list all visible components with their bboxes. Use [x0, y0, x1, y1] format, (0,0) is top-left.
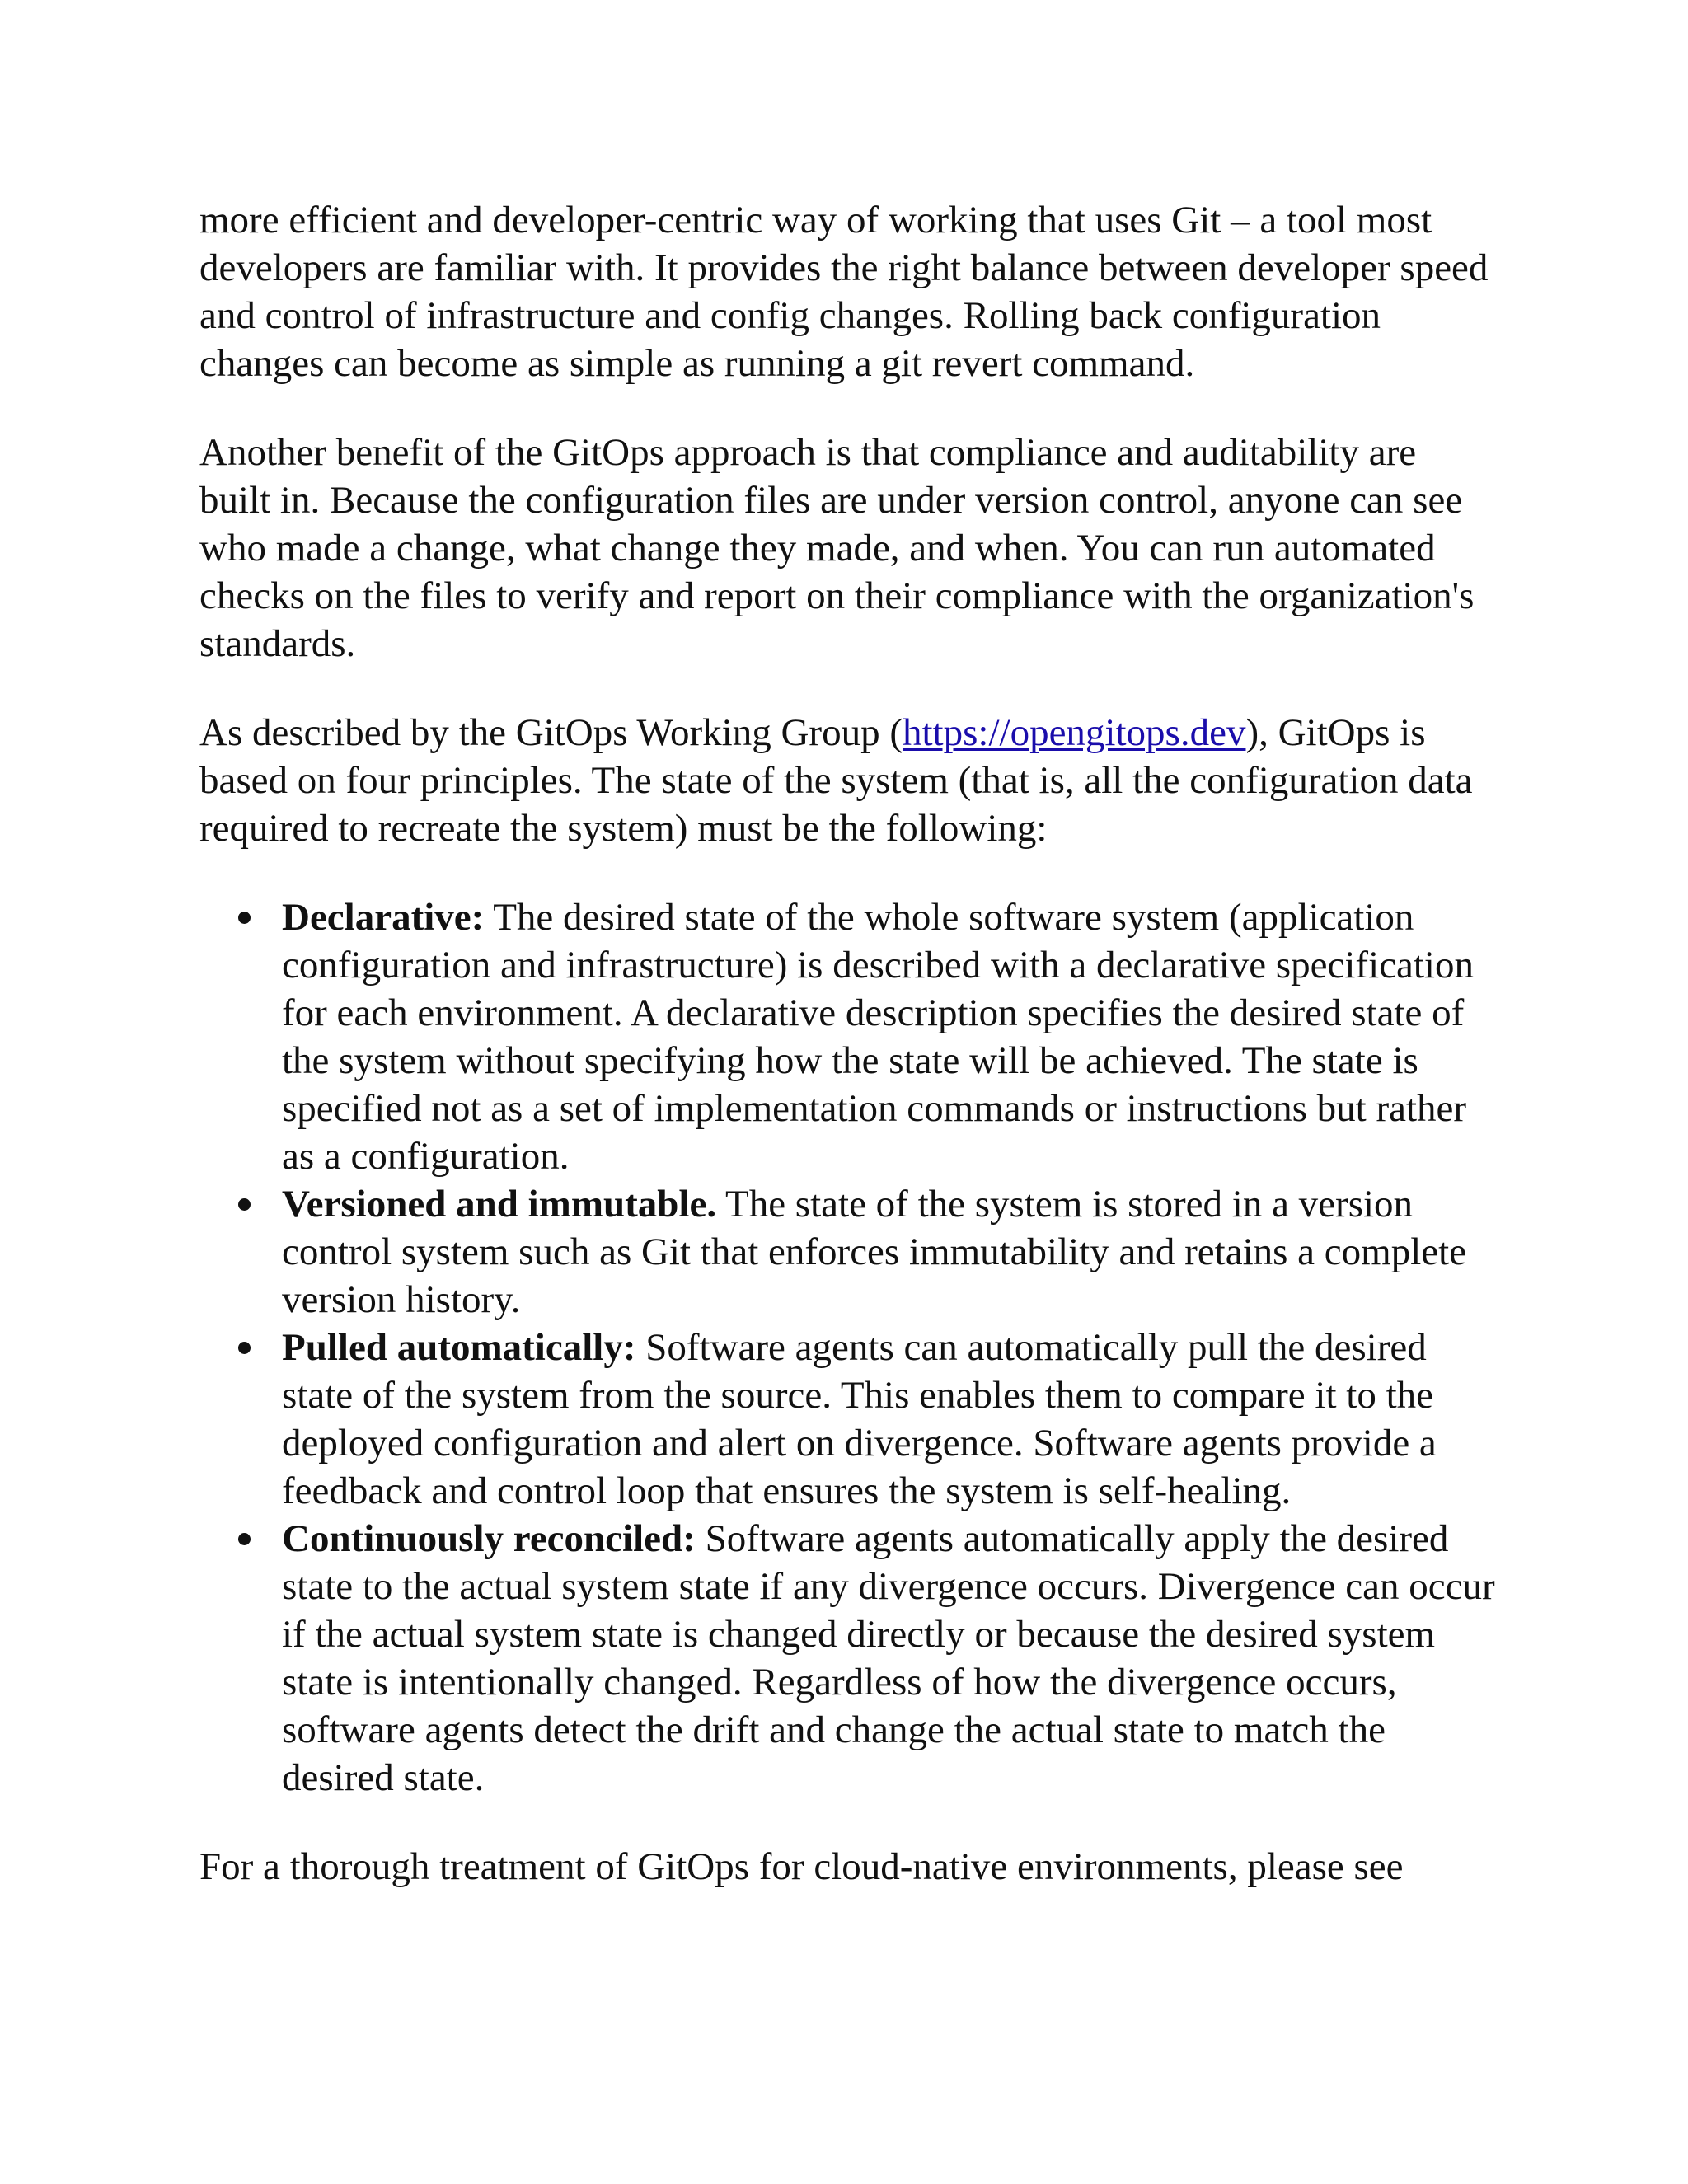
paragraph-developer-centric: [199, 196, 1495, 387]
principles-list: [199, 893, 1495, 1802]
principle-term: Versioned and immutable.: [282, 1183, 717, 1226]
principle-term: Declarative:: [282, 896, 485, 939]
bullet-icon: [238, 1198, 251, 1211]
paragraph-text: Another benefit of the GitOps approach is that compliance and auditability are built in. Because the configuration files are under version control, anyone can see who made a change, what change they made, and when. You can run automated checks on the files to verify and report on their compliance with the organization's standards.: [199, 431, 1475, 665]
opengitops-link[interactable]: https://opengitops.dev: [902, 711, 1246, 754]
principle-text: Software agents automatically apply the desired state to the actual system state if any divergence occurs. Divergence can occur if the actual system state is changed directly or because the desired system state is intentionally changed. Regardless of how the divergence occurs, software agents detect the drift and change the actual state to match the desired state.: [282, 1517, 1495, 1799]
list-item-versioned: [282, 1180, 1495, 1324]
paragraph-further-reading: [199, 1843, 1495, 1891]
principle-text: The state of the system is stored in a version control system such as Git that enforces immutability and retains a complete version history.: [282, 1183, 1467, 1321]
paragraph-four-principles: [199, 709, 1495, 852]
paragraph-text: As described by the GitOps Working Group (: [199, 711, 903, 754]
list-item-pulled: [282, 1324, 1495, 1515]
paragraph-compliance: [199, 429, 1495, 668]
paragraph-text: For a thorough treatment of GitOps for cloud-native environments, please see: [199, 1845, 1404, 1888]
bullet-icon: [238, 1342, 251, 1354]
bullet-icon: [238, 1533, 251, 1545]
principle-text: Software agents can automatically pull the desired state of the system from the source. This enables them to compare it to the deployed configuration and alert on divergence. Software agents provide a feedback and control loop that ensures the system is self-healing.: [282, 1326, 1437, 1512]
paragraph-text: ), GitOps is based on four principles. The state of the system (that is, all the configuration data required to recreate the system) must be the following:: [199, 711, 1473, 850]
list-item-declarative: [282, 893, 1495, 1180]
principle-text: The desired state of the whole software system (application configuration and infrastructure) is described with a declarative specification for each environment. A declarative description specifies the desired state of the system without specifying how the state will be achieved. The state is specified not as a set of implementation commands or instructions but rather as a configuration.: [282, 896, 1474, 1178]
principle-term: Pulled automatically:: [282, 1326, 636, 1369]
list-item-reconciled: [282, 1515, 1495, 1802]
principle-term: Continuously reconciled:: [282, 1517, 696, 1560]
paragraph-text: more efficient and developer-centric way of working that uses Git – a tool most developers are familiar with. It provides the right balance between developer speed and control of infrastructure and config changes. Rolling back configuration changes can become as simple as running a git revert command.: [199, 199, 1489, 385]
bullet-icon: [238, 912, 251, 924]
document-body: [199, 196, 1495, 1932]
